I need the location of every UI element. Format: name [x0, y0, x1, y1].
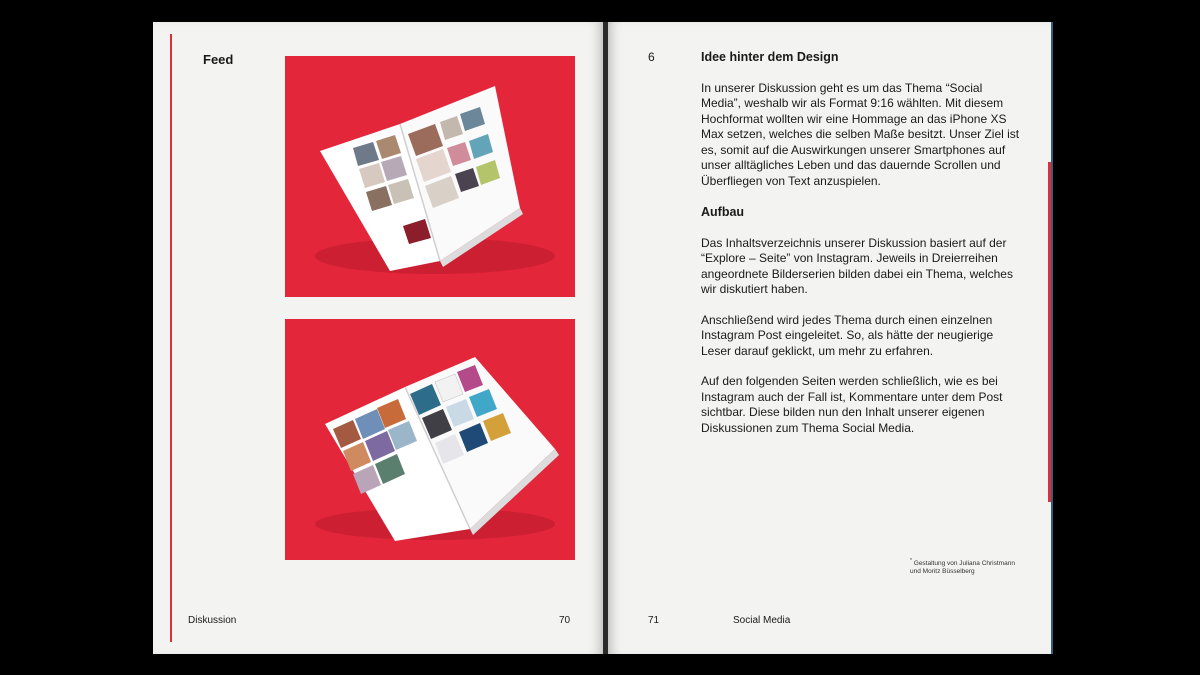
- heading: Idee hinter dem Design: [701, 50, 839, 64]
- footnote-line: Gestaltung von Juliana Christmann: [913, 560, 1015, 568]
- right-page: [608, 22, 1053, 654]
- paragraph: Auf den folgenden Seiten werden schließlich, wie es bei Instagram auch der Fall ist, Kommentare unter dem Post sichtbar. Diese bilden nun den Inhalt unserer eigenen Diskussionen zum Thema Social Media.: [701, 374, 1003, 435]
- magazine-photo-top: [285, 56, 575, 297]
- page-edge: [1051, 22, 1053, 654]
- magazine-photo-bottom: [285, 319, 575, 560]
- text-column: [701, 50, 1021, 451]
- footer-label: Social Media: [733, 615, 791, 626]
- page-number: 70: [559, 615, 571, 626]
- footnote: [910, 557, 1040, 576]
- book-spread: [153, 22, 1053, 654]
- paragraph: Anschließend wird jedes Thema durch einen einzelnen Instagram Post eingeleitet. So, als hätte der neugierige Leser darauf geklickt, um mehr zu erfahren.: [701, 312, 994, 358]
- paragraph: In unserer Diskussion geht es um das Thema “Social Media”, weshalb wir als Format 9:16 wählten. Mit diesem Hochformat wollten wir eine Hommage an das iPhone XS Max setzen, welches die selben Maße besitzt. Unser Ziel ist es, somit auf die Auswirkungen unserer Smartphones auf unser alltägliches Leben und das dauernde Scrollen und Überfliegen von Text anzuspielen.: [701, 80, 1020, 188]
- footnote-line: und Moritz Büsselberg: [910, 568, 975, 576]
- subheading: Aufbau: [701, 205, 745, 219]
- page-edge-accent: [170, 34, 172, 642]
- footer-label: Diskussion: [188, 615, 237, 626]
- paragraph: Das Inhaltsverzeichnis unserer Diskussion basiert auf der “Explore – Seite” von Instagram. Jeweils in Dreierreihen angeordnete Bilderserien bilden dabei ein Thema, welches wir diskutiert haben.: [701, 235, 1013, 296]
- section-title: Feed: [203, 52, 234, 67]
- page-number: 71: [648, 615, 660, 626]
- open-magazine-illustration: [285, 56, 575, 297]
- section-number: 6: [648, 50, 655, 64]
- open-magazine-illustration: [285, 319, 575, 560]
- footnote-marker: *: [910, 558, 912, 564]
- left-page: [153, 22, 603, 654]
